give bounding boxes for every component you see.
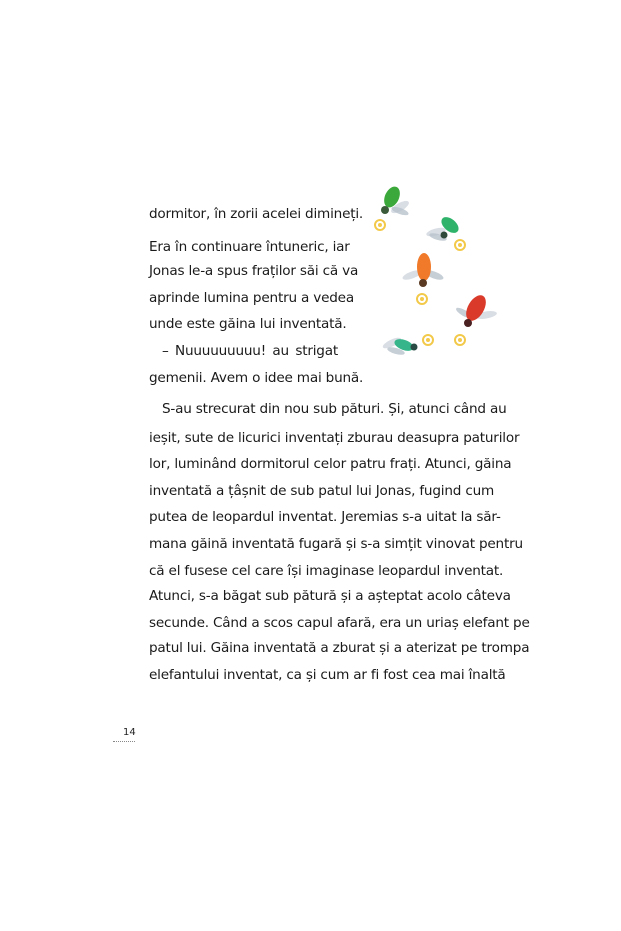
text-line: secunde. Când a scos capul afară, era un uriaș elefant pe bbox=[149, 615, 530, 631]
text-line: patul lui. Găina inventată a zburat și a aterizat pe trompa bbox=[149, 640, 530, 656]
text-line: gemenii. Avem o idee mai bună. bbox=[149, 370, 364, 386]
text-line: Atunci, s-a băgat sub pătură și a așteptat acolo câteva bbox=[149, 588, 511, 604]
page-number: 14 bbox=[123, 727, 136, 738]
text-line: lor, luminând dormitorul celor patru frați. Atunci, găina bbox=[149, 456, 512, 472]
firefly-icon bbox=[425, 214, 465, 250]
text-line: inventată a țâșnit de sub patul lui Jonas, fugind cum bbox=[149, 483, 495, 499]
text-line: elefantului inventat, ca și cum ar fi fost cea mai înaltă bbox=[149, 667, 506, 683]
text-line: că el fusese cel care își imaginase leopardul inventat. bbox=[149, 563, 504, 579]
text-line: mana găină inventată fugară și s-a simțit vinovat pentru bbox=[149, 536, 523, 552]
text-line: dormitor, în zorii acelei dimineți. bbox=[149, 206, 364, 222]
firefly-icon bbox=[381, 335, 433, 356]
page-number-rule bbox=[113, 741, 135, 742]
text-line: aprinde lumina pentru a vedea bbox=[149, 290, 354, 306]
text-line: putea de leopardul inventat. Jeremias s-a uitat la săr- bbox=[149, 509, 501, 525]
text-line: unde este găina lui inventată. bbox=[149, 316, 347, 332]
firefly-icon bbox=[375, 184, 411, 230]
text-line: Jonas le-a spus fraților săi că va bbox=[149, 263, 359, 279]
text-line: ieșit, sute de licurici inventați zburau deasupra paturilor bbox=[149, 430, 520, 446]
text-line: – Nuuuuuuuuu! au strigat bbox=[162, 343, 338, 359]
text-line: S-au strecurat din nou sub pături. Și, atunci când au bbox=[162, 401, 507, 417]
fireflies-illustration-icon bbox=[370, 175, 510, 365]
firefly-icon bbox=[401, 253, 444, 304]
firefly-icon bbox=[455, 292, 498, 345]
text-line: Era în continuare întuneric, iar bbox=[149, 239, 350, 255]
